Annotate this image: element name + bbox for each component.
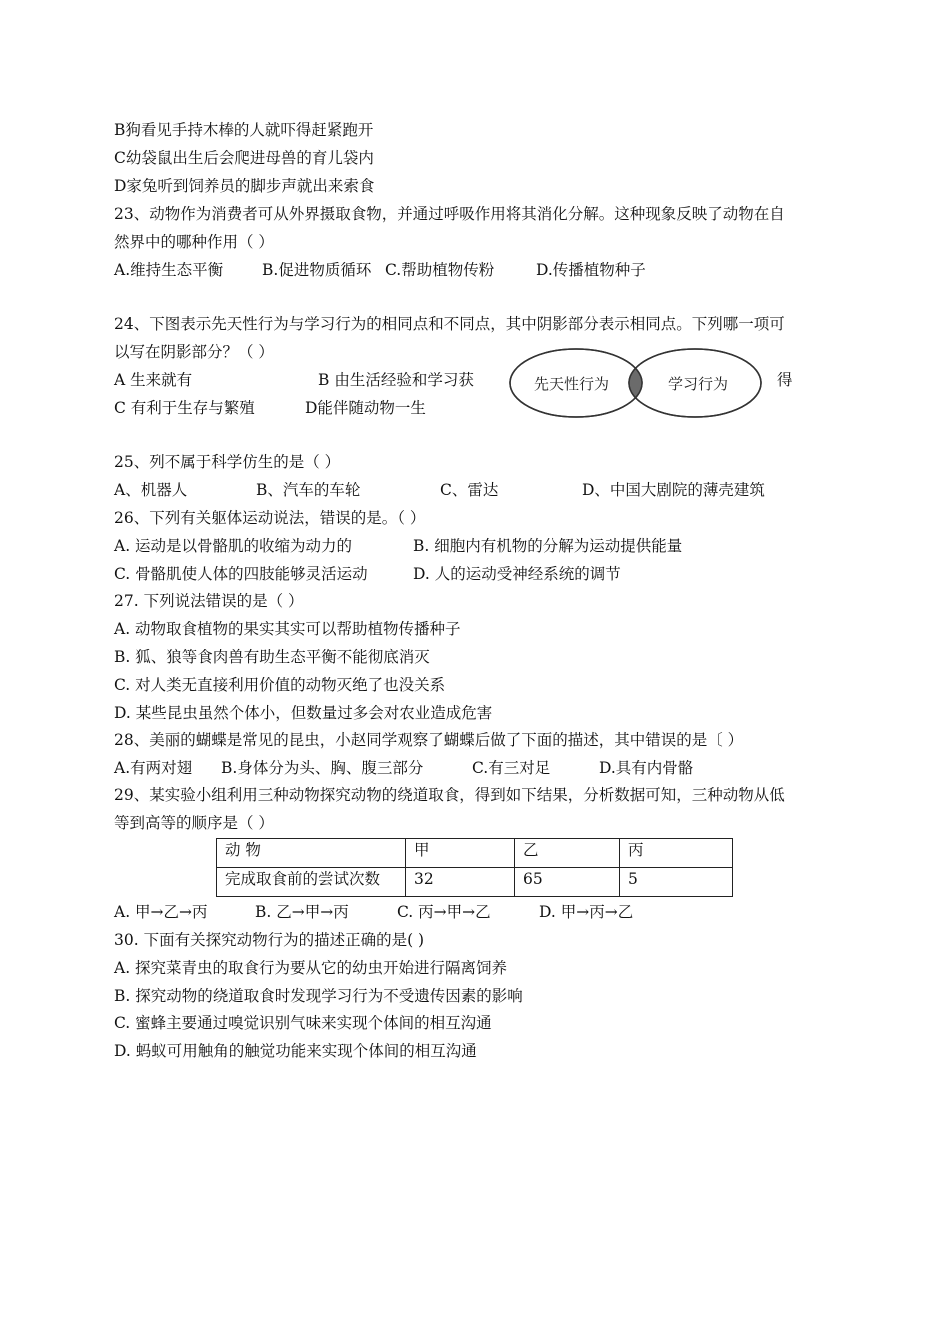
q26-option-c: C. 骨骼肌使人体的四肢能够灵活运动 [114, 565, 368, 583]
q25-stem: 25、列不属于科学仿生的是（ ） [114, 453, 341, 471]
q29-stem-line2: 等到高等的顺序是（ ） [114, 814, 274, 832]
table-row [217, 868, 733, 897]
table-cell: 完成取食前的尝试次数 [217, 868, 406, 897]
q24-stem-line2: 以写在阴影部分？（ ） [114, 343, 274, 361]
q30-stem: 30. 下面有关探究动物行为的描述正确的是( ) [114, 931, 425, 949]
q24-option-d: D能伴随动物一生 [305, 399, 426, 417]
q30-option-d: D. 蚂蚁可用触角的触觉功能来实现个体间的相互沟通 [114, 1042, 477, 1060]
q28-option-c: C.有三对足 [472, 759, 551, 777]
q24-option-a: A 生来就有 [114, 371, 193, 389]
q29-stem-line1: 29、某实验小组利用三种动物探究动物的绕道取食，得到如下结果，分析数据可知，三种动物从低 [114, 786, 785, 804]
q25-option-d: D、中国大剧院的薄壳建筑 [582, 481, 765, 499]
table-cell: 动 物 [217, 839, 406, 868]
q28-stem: 28、美丽的蝴蝶是常见的昆虫，小赵同学观察了蝴蝶后做了下面的描述，其中错误的是〔 ） [114, 731, 744, 749]
q23-option-a: A.维持生态平衡 [114, 261, 224, 279]
table-cell: 32 [406, 868, 515, 897]
venn-label-learned: 学习行为 [668, 375, 729, 393]
q22-option-d: D家兔听到饲养员的脚步声就出来索食 [114, 177, 375, 195]
venn-diagram [508, 346, 763, 420]
table-cell: 丙 [620, 839, 733, 868]
q25-option-b: B、汽车的车轮 [256, 481, 361, 499]
q23-option-b: B.促进物质循环 [262, 261, 372, 279]
table-header-row [217, 839, 733, 868]
q23-option-c: C.帮助植物传粉 [385, 261, 495, 279]
q23-option-d: D.传播植物种子 [536, 261, 646, 279]
q30-option-b: B. 探究动物的绕道取食时发现学习行为不受遗传因素的影响 [114, 987, 523, 1005]
q24-option-c: C 有利于生存与繁殖 [114, 399, 255, 417]
q24-stem-line1: 24、下图表示先天性行为与学习行为的相同点和不同点，其中阴影部分表示相同点。下列哪一项可 [114, 315, 785, 333]
q29-option-b: B. 乙→甲→丙 [255, 903, 349, 921]
q27-stem: 27. 下列说法错误的是（ ） [114, 592, 304, 610]
q27-option-c: C. 对人类无直接利用价值的动物灭绝了也没关系 [114, 676, 446, 694]
q22-option-c: C幼袋鼠出生后会爬进母兽的育儿袋内 [114, 149, 374, 167]
q29-option-d: D. 甲→丙→乙 [539, 903, 634, 921]
q28-option-a: A.有两对翅 [114, 759, 193, 777]
q30-option-a: A. 探究菜青虫的取食行为要从它的幼虫开始进行隔离饲养 [114, 959, 508, 977]
q24-option-b-tail: 得 [777, 371, 793, 389]
q29-option-a: A. 甲→乙→丙 [114, 903, 208, 921]
q22-option-b: B狗看见手持木棒的人就吓得赶紧跑开 [114, 121, 374, 139]
q27-option-b: B. 狐、狼等食肉兽有助生态平衡不能彻底消灭 [114, 648, 430, 666]
q29-data-table [216, 838, 733, 897]
q26-stem: 26、下列有关躯体运动说法，错误的是。（ ） [114, 509, 426, 527]
q25-option-c: C、雷达 [440, 481, 499, 499]
q27-option-a: A. 动物取食植物的果实其实可以帮助植物传播种子 [114, 620, 461, 638]
table-cell: 乙 [515, 839, 620, 868]
q30-option-c: C. 蜜蜂主要通过嗅觉识别气味来实现个体间的相互沟通 [114, 1014, 492, 1032]
q23-stem-line1: 23、动物作为消费者可从外界摄取食物，并通过呼吸作用将其消化分解。这种现象反映了动物在自 [114, 205, 785, 223]
q23-stem-line2: 然界中的哪种作用（ ） [114, 233, 274, 251]
q26-option-b: B. 细胞内有机物的分解为运动提供能量 [413, 537, 683, 555]
q28-option-d: D.具有内骨骼 [599, 759, 694, 777]
q24-option-b: B 由生活经验和学习获 [318, 371, 474, 389]
q29-option-c: C. 丙→甲→乙 [397, 903, 491, 921]
q28-option-b: B.身体分为头、胸、腹三部分 [221, 759, 424, 777]
table-cell: 65 [515, 868, 620, 897]
q25-option-a: A、机器人 [114, 481, 188, 499]
table-cell: 5 [620, 868, 733, 897]
q26-option-d: D. 人的运动受神经系统的调节 [413, 565, 621, 583]
q27-option-d: D. 某些昆虫虽然个体小，但数量过多会对农业造成危害 [114, 704, 493, 722]
q26-option-a: A. 运动是以骨骼肌的收缩为动力的 [114, 537, 353, 555]
venn-label-innate: 先天性行为 [534, 375, 610, 393]
table-cell: 甲 [406, 839, 515, 868]
